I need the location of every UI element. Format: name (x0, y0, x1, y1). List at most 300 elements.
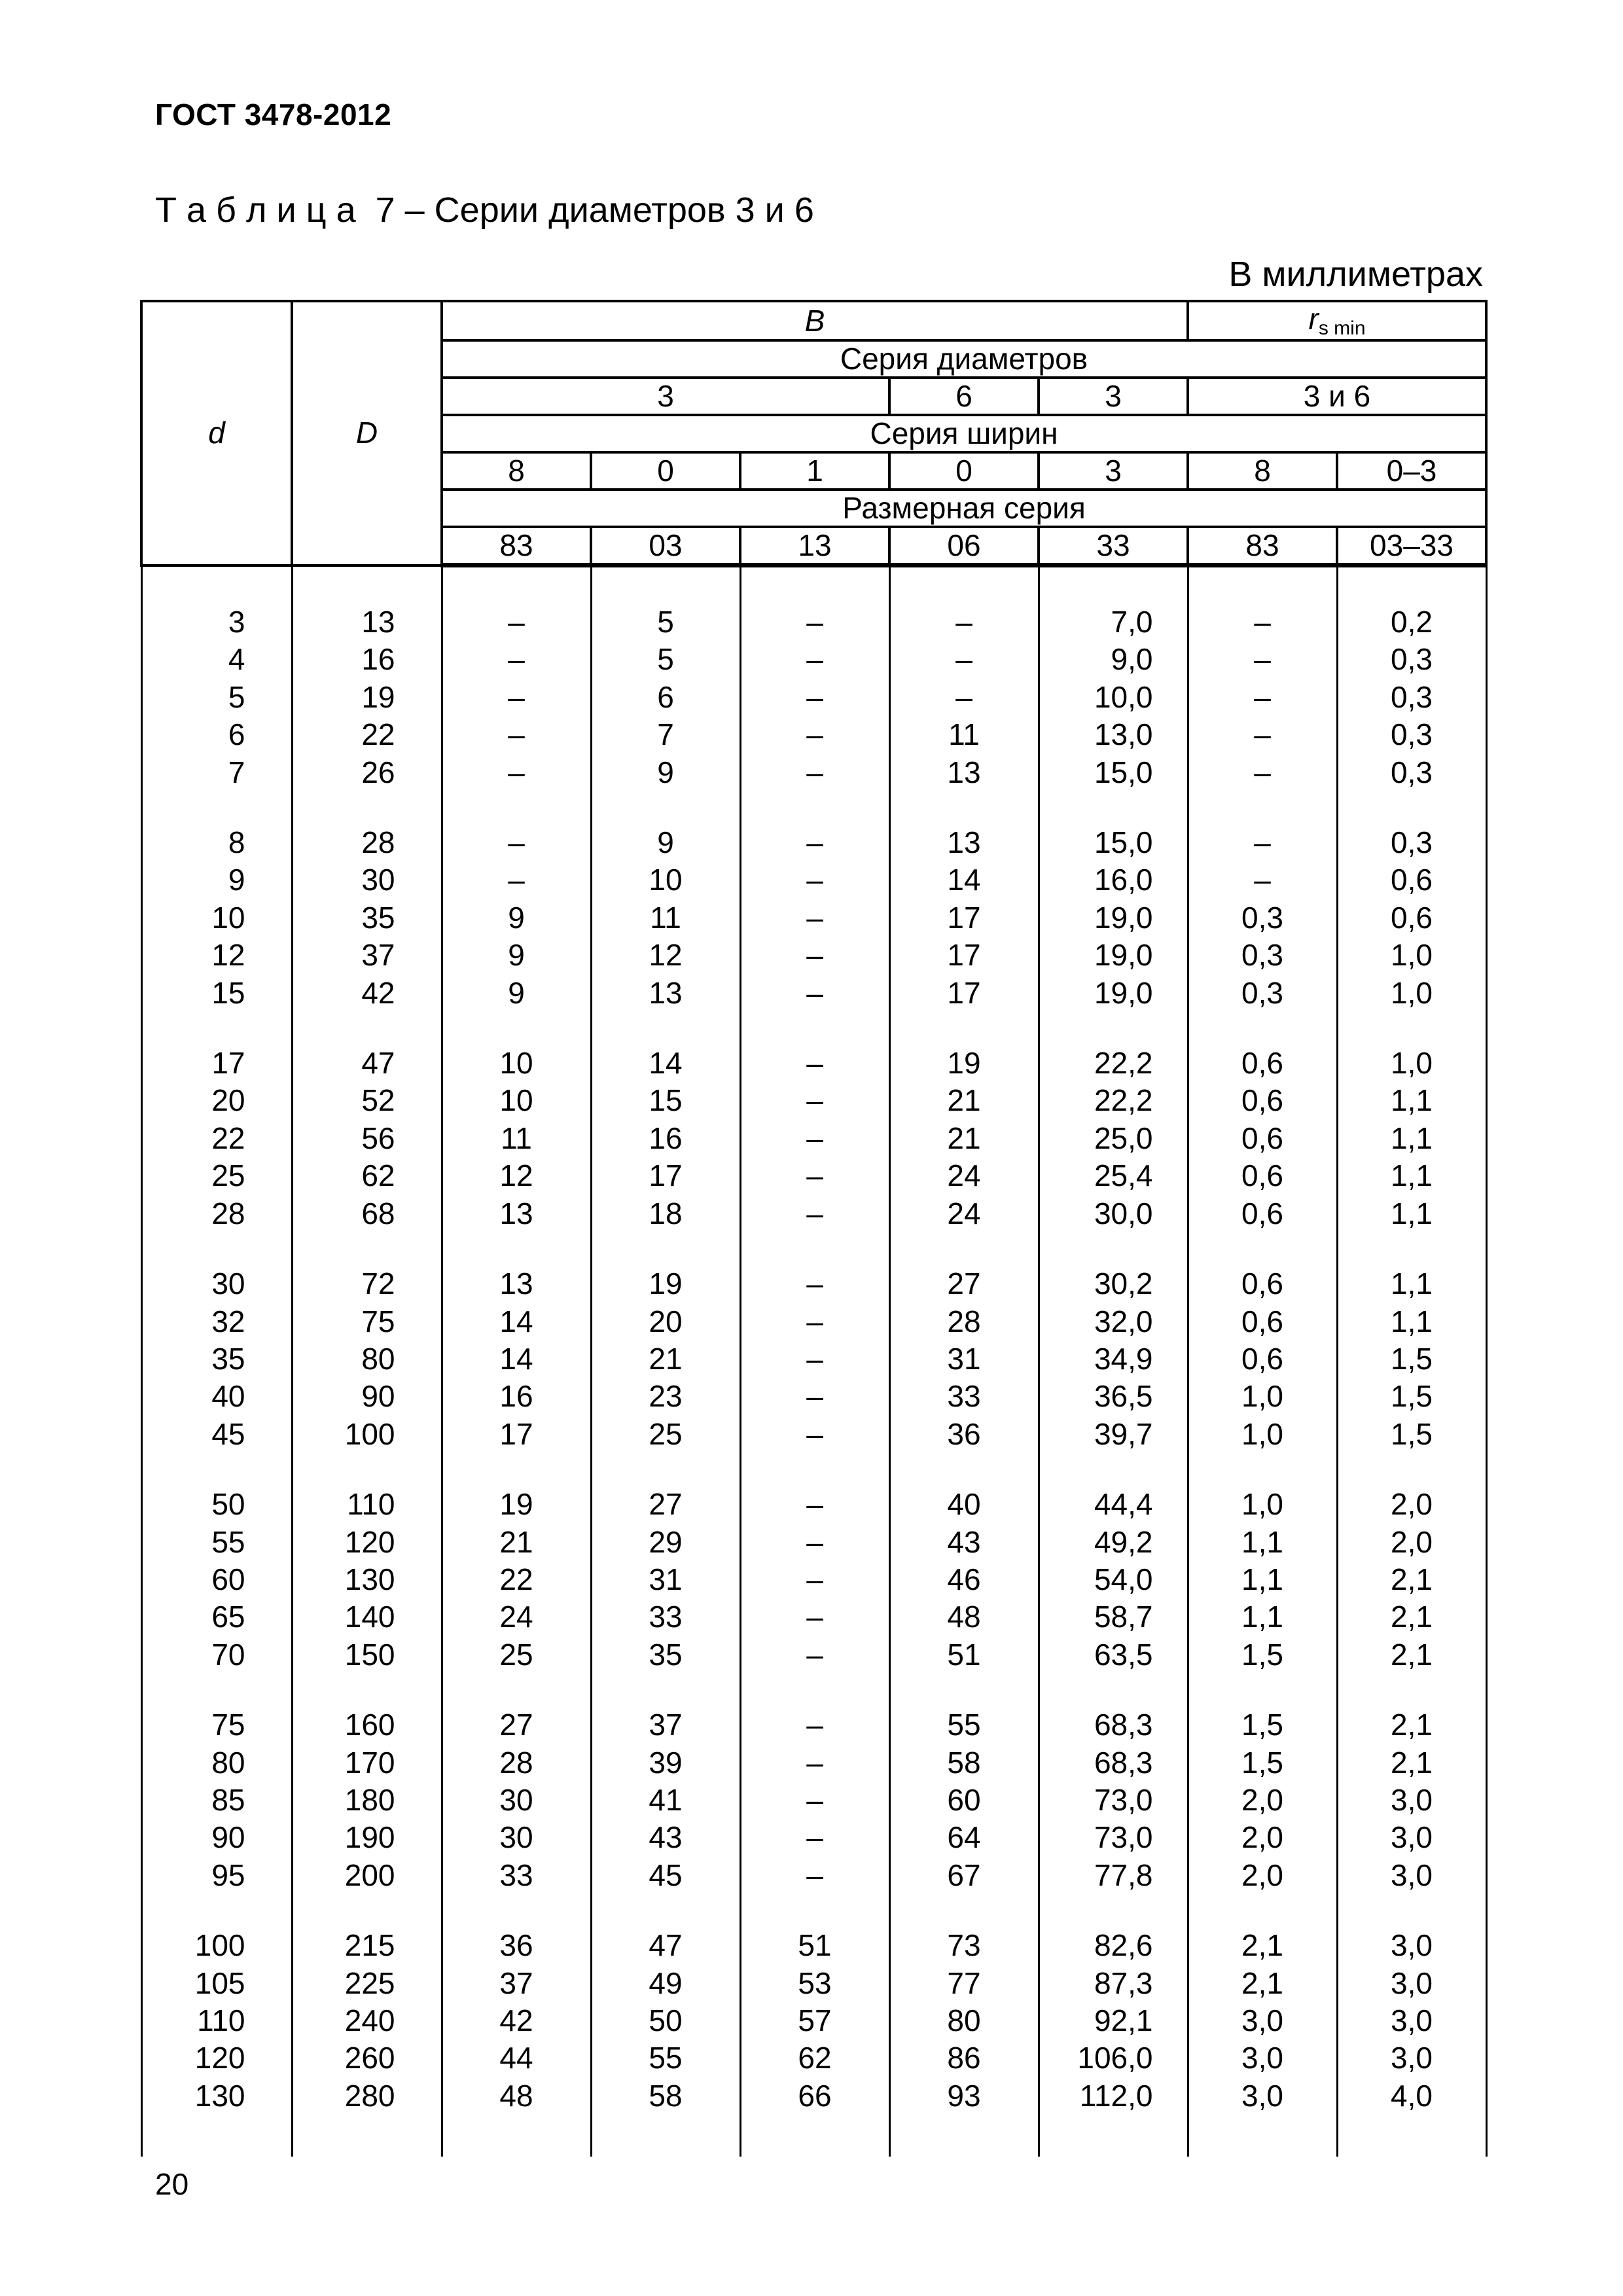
size-series-cell: 03–33 (1337, 527, 1486, 565)
cell-r-03-33: 1,1 (1337, 1120, 1486, 1157)
cell-d: 120 (141, 2039, 292, 2077)
cell-B-03: 20 (591, 1303, 740, 1340)
cell-B-13: 51 (740, 1927, 889, 1964)
width-series-label: Серия ширин (442, 415, 1486, 452)
cell-B-03: 11 (591, 899, 740, 937)
diameter-series-cell: 3 (1039, 378, 1188, 415)
cell-B-83: 22 (442, 1561, 591, 1598)
cell-B-33: 87,3 (1039, 1965, 1188, 2002)
cell-B-03: 31 (591, 1561, 740, 1598)
cell-B-06: 80 (889, 2002, 1039, 2039)
cell-B-03: 29 (591, 1524, 740, 1561)
cell-B-33: 19,0 (1039, 899, 1188, 937)
cell-d: 110 (141, 2002, 292, 2039)
size-series-cell: 83 (442, 527, 591, 565)
cell-d: 15 (141, 975, 292, 1012)
cell-B-83: 30 (442, 1782, 591, 1819)
cell-B-83: 13 (442, 1265, 591, 1302)
document-header: ГОСТ 3478-2012 (155, 98, 392, 132)
cell-B-33: 77,8 (1039, 1857, 1188, 1894)
cell-B-83: 19 (442, 1486, 591, 1523)
cell-B-33: 15,0 (1039, 824, 1188, 861)
cell-B-13: 57 (740, 2002, 889, 2039)
spacer-cell (141, 1232, 292, 1265)
spacer-cell (1188, 1012, 1337, 1045)
cell-B-13: 66 (740, 2077, 889, 2115)
table-row (141, 1965, 1486, 2002)
cell-B-06: 40 (889, 1486, 1039, 1523)
cell-B-83: 48 (442, 2077, 591, 2115)
cell-B-06: 17 (889, 937, 1039, 974)
spacer-cell (740, 565, 889, 604)
cell-B-03: 21 (591, 1340, 740, 1378)
cell-r-83: 0,6 (1188, 1082, 1337, 1119)
spacer-cell (442, 1453, 591, 1486)
cell-B-06: 28 (889, 1303, 1039, 1340)
spacer-cell (141, 1012, 292, 1045)
cell-r-03-33: 2,0 (1337, 1486, 1486, 1523)
table-row (141, 1416, 1486, 1453)
table-row (141, 603, 1486, 641)
cell-B-83: 44 (442, 2039, 591, 2077)
cell-r-83: – (1188, 861, 1337, 899)
spacer-cell (292, 1232, 442, 1265)
diameter-series-cell: 6 (889, 378, 1039, 415)
cell-r-03-33: 1,5 (1337, 1378, 1486, 1415)
cell-B-13: – (740, 937, 889, 974)
cell-B-83: 10 (442, 1082, 591, 1119)
cell-r-03-33: 3,0 (1337, 1857, 1486, 1894)
cell-r-03-33: 0,3 (1337, 754, 1486, 791)
cell-D: 56 (292, 1120, 442, 1157)
cell-B-03: 39 (591, 1744, 740, 1782)
table-row (141, 1706, 1486, 1744)
table-row (141, 824, 1486, 861)
cell-B-13: – (740, 1082, 889, 1119)
cell-r-83: 0,6 (1188, 1157, 1337, 1194)
cell-B-13: – (740, 824, 889, 861)
spacer-cell (1337, 2115, 1486, 2157)
cell-D: 90 (292, 1378, 442, 1415)
diameter-series-cell: 3 (442, 378, 889, 415)
spacer-row (141, 1674, 1486, 1706)
spacer-cell (292, 2115, 442, 2157)
cell-d: 60 (141, 1561, 292, 1598)
header-r-smin (1188, 301, 1486, 340)
spacer-row (141, 1012, 1486, 1045)
table-row (141, 754, 1486, 791)
cell-B-33: 68,3 (1039, 1706, 1188, 1744)
cell-B-06: 60 (889, 1782, 1039, 1819)
cell-B-03: 33 (591, 1598, 740, 1636)
cell-B-83: 9 (442, 937, 591, 974)
table-row (141, 1927, 1486, 1964)
cell-B-06: 93 (889, 2077, 1039, 2115)
cell-d: 5 (141, 679, 292, 716)
table-row (141, 1819, 1486, 1856)
spacer-cell (292, 1453, 442, 1486)
cell-r-83: 2,1 (1188, 1927, 1337, 1964)
cell-B-83: 28 (442, 1744, 591, 1782)
cell-B-03: 23 (591, 1378, 740, 1415)
spacer-cell (591, 1453, 740, 1486)
spacer-cell (141, 1674, 292, 1706)
cell-B-06: 13 (889, 824, 1039, 861)
cell-B-33: 54,0 (1039, 1561, 1188, 1598)
width-series-cell: 8 (442, 452, 591, 490)
cell-r-03-33: 0,3 (1337, 679, 1486, 716)
cell-B-03: 15 (591, 1082, 740, 1119)
cell-r-03-33: 3,0 (1337, 2039, 1486, 2077)
cell-B-13: 62 (740, 2039, 889, 2077)
spacer-cell (591, 1012, 740, 1045)
table-body (141, 565, 1486, 2157)
cell-r-03-33: 2,1 (1337, 1744, 1486, 1782)
cell-B-13: – (740, 1416, 889, 1453)
spacer-cell (442, 1232, 591, 1265)
spacer-cell (1337, 1894, 1486, 1927)
table-row (141, 2039, 1486, 2077)
cell-B-13: – (740, 1636, 889, 1674)
cell-D: 28 (292, 824, 442, 861)
spacer-cell (889, 1674, 1039, 1706)
spacer-cell (141, 565, 292, 604)
cell-B-13: – (740, 1744, 889, 1782)
cell-B-83: 9 (442, 975, 591, 1012)
table-row (141, 1486, 1486, 1523)
cell-B-03: 49 (591, 1965, 740, 2002)
cell-B-06: 73 (889, 1927, 1039, 1964)
cell-B-33: 68,3 (1039, 1744, 1188, 1782)
cell-B-33: 106,0 (1039, 2039, 1188, 2077)
cell-r-03-33: 1,1 (1337, 1082, 1486, 1119)
width-series-cell: 0 (591, 452, 740, 490)
cell-B-13: – (740, 754, 889, 791)
cell-B-83: 16 (442, 1378, 591, 1415)
cell-r-03-33: 3,0 (1337, 1965, 1486, 2002)
cell-B-33: 58,7 (1039, 1598, 1188, 1636)
cell-d: 4 (141, 641, 292, 678)
cell-B-83: 13 (442, 1195, 591, 1232)
cell-D: 30 (292, 861, 442, 899)
cell-B-03: 13 (591, 975, 740, 1012)
table-row (141, 1340, 1486, 1378)
cell-B-83: – (442, 716, 591, 753)
spacer-cell (591, 2115, 740, 2157)
cell-r-03-33: 1,0 (1337, 937, 1486, 974)
cell-B-13: – (740, 975, 889, 1012)
cell-D: 110 (292, 1486, 442, 1523)
cell-D: 100 (292, 1416, 442, 1453)
cell-B-33: 25,4 (1039, 1157, 1188, 1194)
cell-B-33: 44,4 (1039, 1486, 1188, 1523)
spacer-cell (1337, 1012, 1486, 1045)
spacer-cell (141, 2115, 292, 2157)
cell-B-06: 48 (889, 1598, 1039, 1636)
cell-D: 19 (292, 679, 442, 716)
spacer-cell (292, 791, 442, 824)
cell-B-06: 55 (889, 1706, 1039, 1744)
cell-r-83: 1,1 (1188, 1598, 1337, 1636)
cell-r-03-33: 0,3 (1337, 824, 1486, 861)
cell-B-83: 21 (442, 1524, 591, 1561)
spacer-cell (1039, 791, 1188, 824)
table-row (141, 1598, 1486, 1636)
cell-B-03: 17 (591, 1157, 740, 1194)
cell-r-83: 1,0 (1188, 1416, 1337, 1453)
cell-B-06: 24 (889, 1195, 1039, 1232)
cell-r-03-33: 1,0 (1337, 1045, 1486, 1082)
cell-D: 42 (292, 975, 442, 1012)
cell-B-83: – (442, 679, 591, 716)
cell-B-06: 17 (889, 975, 1039, 1012)
spacer-cell (1337, 1453, 1486, 1486)
table-row (141, 716, 1486, 753)
spacer-cell (1039, 1012, 1188, 1045)
cell-B-06: 21 (889, 1120, 1039, 1157)
cell-B-83: 9 (442, 899, 591, 937)
cell-r-03-33: 0,3 (1337, 641, 1486, 678)
page-number: 20 (155, 2167, 189, 2201)
cell-r-83: 1,1 (1188, 1561, 1337, 1598)
table-row (141, 2002, 1486, 2039)
table-row (141, 1378, 1486, 1415)
diameter-series-table (140, 300, 1488, 2157)
spacer-cell (740, 2115, 889, 2157)
cell-B-83: – (442, 603, 591, 641)
cell-r-83: 1,5 (1188, 1636, 1337, 1674)
cell-r-03-33: 3,0 (1337, 1782, 1486, 1819)
cell-B-06: 27 (889, 1265, 1039, 1302)
cell-B-33: 49,2 (1039, 1524, 1188, 1561)
cell-d: 9 (141, 861, 292, 899)
width-series-cell: 8 (1188, 452, 1337, 490)
cell-r-03-33: 1,0 (1337, 975, 1486, 1012)
cell-B-13: – (740, 1598, 889, 1636)
cell-r-83: 0,6 (1188, 1045, 1337, 1082)
spacer-cell (740, 1232, 889, 1265)
cell-B-83: 12 (442, 1157, 591, 1194)
header-B: B (442, 301, 1188, 340)
spacer-cell (591, 1894, 740, 1927)
cell-r-03-33: 2,1 (1337, 1636, 1486, 1674)
cell-d: 30 (141, 1265, 292, 1302)
cell-B-06: 17 (889, 899, 1039, 937)
cell-B-03: 35 (591, 1636, 740, 1674)
cell-B-33: 30,2 (1039, 1265, 1188, 1302)
spacer-cell (1188, 565, 1337, 604)
spacer-cell (889, 791, 1039, 824)
spacer-cell (889, 1232, 1039, 1265)
cell-B-83: – (442, 861, 591, 899)
size-series-cell: 33 (1039, 527, 1188, 565)
cell-r-83: – (1188, 754, 1337, 791)
cell-B-13: – (740, 1340, 889, 1378)
spacer-cell (740, 1894, 889, 1927)
cell-d: 17 (141, 1045, 292, 1082)
header-d: d (141, 301, 292, 565)
cell-B-03: 9 (591, 824, 740, 861)
cell-D: 225 (292, 1965, 442, 2002)
cell-B-06: 14 (889, 861, 1039, 899)
cell-D: 280 (292, 2077, 442, 2115)
cell-D: 190 (292, 1819, 442, 1856)
spacer-cell (442, 1894, 591, 1927)
spacer-cell (292, 1012, 442, 1045)
cell-B-03: 45 (591, 1857, 740, 1894)
cell-r-03-33: 2,1 (1337, 1598, 1486, 1636)
cell-r-83: 0,3 (1188, 975, 1337, 1012)
spacer-row (141, 2115, 1486, 2157)
cell-r-03-33: 1,1 (1337, 1303, 1486, 1340)
cell-d: 105 (141, 1965, 292, 2002)
cell-r-83: – (1188, 603, 1337, 641)
cell-B-06: 86 (889, 2039, 1039, 2077)
cell-d: 6 (141, 716, 292, 753)
cell-B-03: 41 (591, 1782, 740, 1819)
spacer-cell (740, 791, 889, 824)
spacer-cell (889, 1453, 1039, 1486)
header-D: D (292, 301, 442, 565)
cell-B-06: 33 (889, 1378, 1039, 1415)
cell-d: 12 (141, 937, 292, 974)
spacer-cell (740, 1674, 889, 1706)
spacer-cell (141, 1894, 292, 1927)
spacer-cell (292, 1894, 442, 1927)
spacer-cell (1188, 2115, 1337, 2157)
table-row (141, 1120, 1486, 1157)
table-row (141, 2077, 1486, 2115)
cell-d: 100 (141, 1927, 292, 1964)
spacer-cell (442, 565, 591, 604)
table-row (141, 975, 1486, 1012)
diameter-series-cell: 3 и 6 (1188, 378, 1486, 415)
cell-B-03: 55 (591, 2039, 740, 2077)
spacer-row (141, 565, 1486, 604)
spacer-cell (442, 1674, 591, 1706)
cell-B-03: 27 (591, 1486, 740, 1523)
spacer-cell (591, 791, 740, 824)
cell-B-83: – (442, 754, 591, 791)
cell-B-03: 10 (591, 861, 740, 899)
cell-d: 20 (141, 1082, 292, 1119)
cell-B-03: 25 (591, 1416, 740, 1453)
spacer-cell (292, 565, 442, 604)
cell-B-13: – (740, 1120, 889, 1157)
cell-d: 130 (141, 2077, 292, 2115)
cell-B-33: 25,0 (1039, 1120, 1188, 1157)
cell-d: 80 (141, 1744, 292, 1782)
spacer-cell (1337, 1674, 1486, 1706)
cell-B-33: 22,2 (1039, 1045, 1188, 1082)
cell-r-03-33: 1,1 (1337, 1157, 1486, 1194)
spacer-cell (1039, 1674, 1188, 1706)
spacer-cell (1039, 1232, 1188, 1265)
cell-B-03: 7 (591, 716, 740, 753)
cell-r-03-33: 3,0 (1337, 2002, 1486, 2039)
cell-B-03: 50 (591, 2002, 740, 2039)
cell-D: 52 (292, 1082, 442, 1119)
cell-r-83: 0,6 (1188, 1120, 1337, 1157)
cell-B-13: 53 (740, 1965, 889, 2002)
spacer-cell (889, 565, 1039, 604)
table-row (141, 1195, 1486, 1232)
cell-B-33: 32,0 (1039, 1303, 1188, 1340)
cell-d: 50 (141, 1486, 292, 1523)
cell-B-33: 34,9 (1039, 1340, 1188, 1378)
cell-r-83: 1,0 (1188, 1486, 1337, 1523)
cell-B-06: 13 (889, 754, 1039, 791)
cell-B-33: 19,0 (1039, 975, 1188, 1012)
table-row (141, 1636, 1486, 1674)
table-row (141, 861, 1486, 899)
cell-B-03: 6 (591, 679, 740, 716)
cell-r-03-33: 1,5 (1337, 1340, 1486, 1378)
cell-r-03-33: 1,5 (1337, 1416, 1486, 1453)
width-series-cell: 1 (740, 452, 889, 490)
cell-r-83: 3,0 (1188, 2002, 1337, 2039)
cell-r-83: 2,0 (1188, 1782, 1337, 1819)
spacer-cell (141, 791, 292, 824)
cell-r-03-33: 2,1 (1337, 1561, 1486, 1598)
cell-B-06: 67 (889, 1857, 1039, 1894)
cell-B-33: 73,0 (1039, 1819, 1188, 1856)
cell-d: 75 (141, 1706, 292, 1744)
cell-B-33: 7,0 (1039, 603, 1188, 641)
cell-d: 22 (141, 1120, 292, 1157)
table-row (141, 1082, 1486, 1119)
cell-r-03-33: 1,1 (1337, 1265, 1486, 1302)
spacer-cell (1188, 1232, 1337, 1265)
table-row (141, 1782, 1486, 1819)
cell-B-83: – (442, 641, 591, 678)
table-row (141, 899, 1486, 937)
spacer-cell (1039, 1894, 1188, 1927)
cell-B-06: – (889, 603, 1039, 641)
width-series-cell: 0–3 (1337, 452, 1486, 490)
cell-B-13: – (740, 1857, 889, 1894)
cell-r-83: 2,1 (1188, 1965, 1337, 2002)
size-series-cell: 13 (740, 527, 889, 565)
cell-B-33: 82,6 (1039, 1927, 1188, 1964)
table-row (141, 679, 1486, 716)
cell-r-83: 0,6 (1188, 1340, 1337, 1378)
size-series-cell: 83 (1188, 527, 1337, 565)
cell-B-03: 19 (591, 1265, 740, 1302)
cell-d: 85 (141, 1782, 292, 1819)
table-row (141, 1857, 1486, 1894)
cell-r-83: 3,0 (1188, 2039, 1337, 2077)
cell-B-06: 77 (889, 1965, 1039, 2002)
cell-d: 7 (141, 754, 292, 791)
cell-B-03: 9 (591, 754, 740, 791)
spacer-cell (740, 1012, 889, 1045)
cell-B-13: – (740, 1782, 889, 1819)
cell-B-06: 11 (889, 716, 1039, 753)
cell-D: 22 (292, 716, 442, 753)
cell-D: 200 (292, 1857, 442, 1894)
cell-d: 35 (141, 1340, 292, 1378)
cell-B-03: 14 (591, 1045, 740, 1082)
cell-r-83: 1,5 (1188, 1706, 1337, 1744)
cell-r-03-33: 3,0 (1337, 1819, 1486, 1856)
cell-D: 62 (292, 1157, 442, 1194)
cell-D: 72 (292, 1265, 442, 1302)
cell-B-03: 12 (591, 937, 740, 974)
cell-B-13: – (740, 1265, 889, 1302)
cell-B-13: – (740, 1045, 889, 1082)
cell-D: 13 (292, 603, 442, 641)
